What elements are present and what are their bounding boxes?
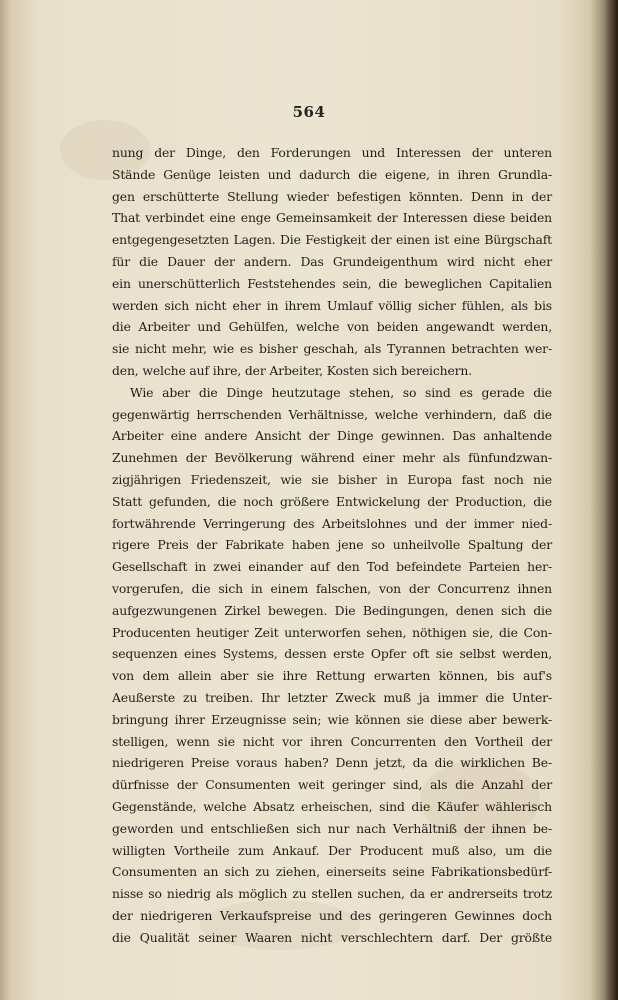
text-line: zigjährigen Friedenszeit, wie sie bisher in Europa fast noch nie: [112, 471, 552, 487]
text-line: entgegengesetzten Lagen. Die Festigkeit der einen ist eine Bürgschaft: [112, 232, 552, 248]
text-line: dürfnisse der Consumenten weit geringer sind, als die Anzahl der: [112, 777, 552, 793]
text-line: sequenzen eines Systems, dessen erste Opfer oft sie selbst werden,: [112, 646, 552, 662]
text-line: Zunehmen der Bevölkerung während einer mehr als fünfundzwan-: [112, 450, 552, 466]
text-line: rigere Preis der Fabrikate haben jene so unheilvolle Spaltung der: [112, 537, 552, 553]
text-line: nung der Dinge, den Forderungen und Interessen der unteren: [112, 145, 552, 160]
text-line: geworden und entschließen sich nur nach Verhältniß der ihnen be-: [112, 820, 552, 836]
text-line: Consumenten an sich zu ziehen, einerseits seine Fabrikationsbedürf-: [112, 864, 552, 880]
text-line: ein unerschütterlich Feststehendes sein, die beweglichen Capitalien: [112, 275, 552, 291]
text-line: nisse so niedrig als möglich zu stellen suchen, da er andrerseits trotz: [112, 886, 552, 902]
text-line: für die Dauer der andern. Das Grundeigenthum wird nicht eher: [112, 253, 552, 269]
page-edge-shadow: [604, 0, 618, 1000]
text-line: sie nicht mehr, wie es bisher geschah, als Tyrannen betrachten wer-: [112, 341, 552, 357]
body-text: [112, 142, 552, 948]
paragraph-2: [112, 382, 552, 949]
text-line: vorgerufen, die sich in einem falschen, von der Concurrenz ihnen: [112, 580, 552, 596]
text-line: stelligen, wenn sie nicht vor ihren Concurrenten den Vortheil der: [112, 733, 552, 749]
text-line: Aeußerste zu treiben. Ihr letzter Zweck muß ja immer die Unter-: [112, 689, 552, 705]
text-line: der niedrigeren Verkaufspreise und des geringeren Gewinnes doch: [112, 907, 552, 923]
text-line: Wie aber die Dinge heutzutage stehen, so sind es gerade die: [130, 384, 552, 400]
text-line: That verbindet eine enge Gemeinsamkeit der Interessen diese beiden: [112, 210, 552, 226]
text-line: Producenten heutiger Zeit unterworfen sehen, nöthigen sie, die Con-: [112, 624, 552, 640]
text-line: von dem allein aber sie ihre Rettung erwarten können, bis auf's: [112, 668, 552, 684]
text-line: die Qualität seiner Waaren nicht verschlechtern darf. Der größte: [112, 929, 552, 945]
text-line: niedrigeren Preise voraus haben? Denn jetzt, da die wirklichen Be-: [112, 755, 552, 771]
text-line: gen erschütterte Stellung wieder befestigen könnten. Denn in der: [112, 188, 552, 204]
text-line: Statt gefunden, die noch größere Entwickelung der Production, die: [112, 493, 552, 509]
text-line: aufgezwungenen Zirkel bewegen. Die Bedingungen, denen sich die: [112, 602, 552, 618]
text-line: Arbeiter eine andere Ansicht der Dinge gewinnen. Das anhaltende: [112, 428, 552, 444]
text-line: Stände Genüge leisten und dadurch die eigene, in ihren Grundla-: [112, 166, 552, 182]
text-line: werden sich nicht eher in ihrem Umlauf völlig sicher fühlen, als bis: [112, 297, 552, 313]
text-line: Gegenstände, welche Absatz erheischen, sind die Käufer wählerisch: [112, 798, 552, 814]
text-line: bringung ihrer Erzeugnisse sein; wie können sie diese aber bewerk-: [112, 711, 552, 727]
text-line: willigten Vortheile zum Ankauf. Der Producent muß also, um die: [112, 842, 552, 858]
text-line: Gesellschaft in zwei einander auf den Tod befeindete Parteien her-: [112, 559, 552, 575]
text-line: gegenwärtig herrschenden Verhältnisse, welche verhindern, daß die: [112, 406, 552, 422]
text-line: die Arbeiter und Gehülfen, welche von beiden angewandt werden,: [112, 319, 552, 335]
text-line: den, welche auf ihre, der Arbeiter, Kosten sich bereichern.: [112, 362, 473, 378]
paragraph-1: [112, 142, 552, 382]
text-line: fortwährende Verringerung des Arbeitslohnes und der immer nied-: [112, 515, 552, 531]
page-number: 564: [292, 103, 326, 121]
